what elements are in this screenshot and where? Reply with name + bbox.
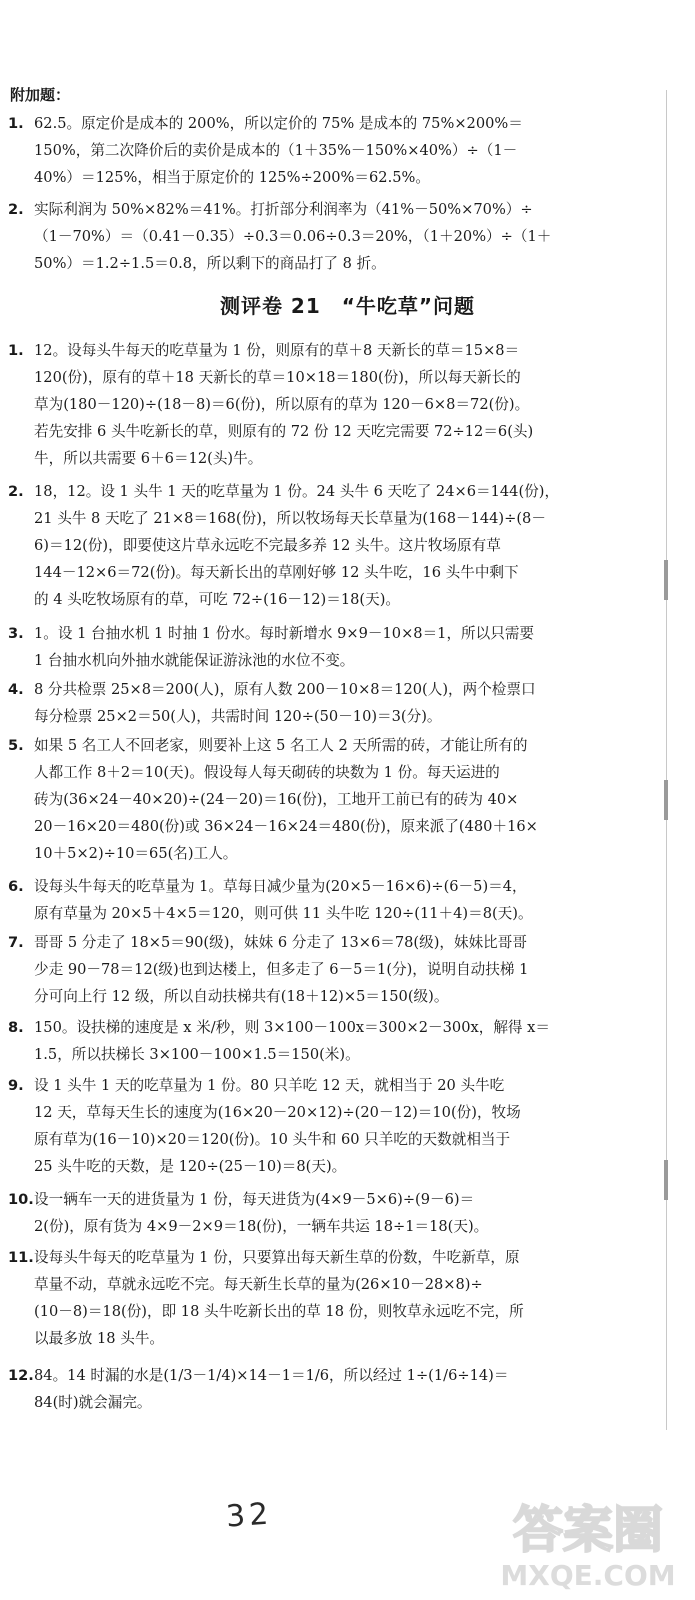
item-number: 8.	[8, 1019, 24, 1036]
item-number: 7.	[8, 934, 24, 951]
question-item-2	[8, 478, 658, 613]
page-edge-mark	[664, 780, 668, 820]
item-number: 1.	[8, 342, 24, 359]
item-text: 1。设 1 台抽水机 1 时抽 1 份水。每时新增水 9×9－10×8＝1，所以只需要 1 台抽水机向外抽水就能保证游泳池的水位不变。	[34, 625, 535, 669]
item-text: 8 分共检票 25×8＝200(人)，原有人数 200－10×8＝120(人)，两个检票口 每分检票 25×2＝50(人)，共需时间 120÷(50－10)＝3(分)。	[34, 681, 536, 725]
item-text: 如果 5 名工人不回老家，则要补上这 5 名工人 2 天所需的砖，才能让所有的 人都工作 8＋2＝10(天)。假设每人每天砌砖的块数为 1 份。每天运进的 砖为(36×24－40×20)÷(24－20)＝16(份)，工地开工前已有的砖为 40× 20－16×20＝480(份)或 36×24－16×24＝480(份)，原来派了(480＋16× 10＋5×2)÷10＝65(名)工人。	[34, 737, 538, 862]
watermark-text: 答案圈	[513, 1501, 663, 1559]
question-item-6	[8, 873, 658, 927]
item-text: 12。设每头牛每天的吃草量为 1 份，则原有的草＋8 天新长的草＝15×8＝ 120(份)，原有的草＋18 天新长的草＝10×18＝180(份)，所以每天新长的 草为(180－120)÷(18－8)＝6(份)，所以原有的草为 120－6×8＝72(份)。 若先安排 6 头牛吃新长的草，则原有的 72 份 12 天吃完需要 72÷12＝6(头) 牛，所以共需要 6＋6＝12(头)牛。	[34, 342, 534, 467]
watermark-logo	[488, 1485, 688, 1595]
item-text: 设一辆车一天的进货量为 1 份，每天进货为(4×9－5×6)÷(9－6)＝ 2(份)，原有货为 4×9－2×9＝18(份)，一辆车共运 18÷1＝18(天)。	[34, 1191, 489, 1235]
item-number: 10.	[8, 1191, 34, 1208]
question-item-7	[8, 929, 658, 1010]
item-number: 9.	[8, 1077, 24, 1094]
appendix-item-2	[8, 196, 658, 277]
question-item-3	[8, 620, 658, 674]
item-number: 2.	[8, 201, 24, 218]
question-item-11	[8, 1244, 658, 1352]
item-number: 11.	[8, 1249, 34, 1266]
question-item-10	[8, 1186, 658, 1240]
item-text: 84。14 时漏的水是(1/3－1/4)×14－1＝1/6，所以经过 1÷(1/6÷14)＝ 84(时)就会漏完。	[34, 1367, 509, 1411]
question-item-9	[8, 1072, 658, 1180]
item-text: 18，12。设 1 头牛 1 天的吃草量为 1 份。24 头牛 6 天吃了 24×6＝144(份)， 21 头牛 8 天吃了 21×8＝168(份)，所以牧场每天长草量为(168－144)÷(8－ 6)＝12(份)，即要使这片草永远吃不完最多养 12 头牛。这片牧场原有草 144－12×6＝72(份)。每天新长出的草刚好够 12 头牛吃，16 头牛中剩下 的 4 头吃牧场原有的草，可吃 72÷(16－12)＝18(天)。	[34, 483, 560, 608]
item-number: 1.	[8, 115, 24, 132]
appendix-item-1	[8, 110, 658, 191]
question-item-8	[8, 1014, 658, 1068]
page-edge-mark	[664, 1160, 668, 1200]
question-item-5	[8, 732, 658, 867]
item-text: 实际利润为 50%×82%＝41%。打折部分利润率为（41%－50%×70%）÷ （1－70%）＝（0.41－0.35）÷0.3＝0.06÷0.3＝20%，（1＋20%）÷（1＋ 50%）＝1.2÷1.5＝0.8，所以剩下的商品打了 8 折。	[34, 201, 552, 272]
item-number: 4.	[8, 681, 24, 698]
handwritten-page-number: 32	[224, 1496, 274, 1535]
section-title: 测评卷 21 “牛吃草”问题	[219, 294, 476, 318]
item-number: 3.	[8, 625, 24, 642]
watermark-domain: MXQE.COM	[500, 1559, 676, 1592]
question-item-12	[8, 1362, 658, 1416]
watermark-logo-icon	[488, 1485, 688, 1595]
item-text: 设每头牛每天的吃草量为 1。草每日减少量为(20×5－16×6)÷(6－5)＝4， 原有草量为 20×5＋4×5＝120，则可供 11 头牛吃 120÷(11＋4)＝8(天)。	[34, 878, 533, 922]
question-item-4	[8, 676, 658, 730]
item-number: 12.	[8, 1367, 34, 1384]
item-text: 设每头牛每天的吃草量为 1 份，只要算出每天新生草的份数，牛吃新草，原 草量不动，草就永远吃不完。每天新生长草的量为(26×10－28×8)÷ (10－8)＝18(份)，即 18 头牛吃新长出的草 18 份，则牧草永远吃不完，所 以最多放 18 头牛。	[34, 1249, 524, 1347]
item-number: 5.	[8, 737, 24, 754]
page-edge-mark	[664, 560, 668, 600]
item-text: 设 1 头牛 1 天的吃草量为 1 份。80 只羊吃 12 天，就相当于 20 头牛吃 12 天，草每天生长的速度为(16×20－20×12)÷(20－12)＝10(份)，牧场 原有草为(16－10)×20＝120(份)。10 头牛和 60 只羊吃的天数就相当于 25 头牛吃的天数，是 120÷(25－10)＝8(天)。	[34, 1077, 521, 1175]
appendix-title: 附加题：	[10, 86, 71, 104]
item-text: 150。设扶梯的速度是 x 米/秒，则 3×100－100x＝300×2－300x，解得 x＝ 1.5，所以扶梯长 3×100－100×1.5＝150(米)。	[34, 1019, 550, 1063]
item-number: 2.	[8, 483, 24, 500]
item-text: 哥哥 5 分走了 18×5＝90(级)，妹妹 6 分走了 13×6＝78(级)，妹妹比哥哥 少走 90－78＝12(级)也到达楼上，但多走了 6－5＝1(分)，说明自动扶梯 1 分可向上行 12 级，所以自动扶梯共有(18＋12)×5＝150(级)。	[34, 934, 529, 1005]
item-text: 62.5。原定价是成本的 200%，所以定价的 75% 是成本的 75%×200%＝ 150%，第二次降价后的卖价是成本的（1＋35%－150%×40%）÷（1－ 40%）＝125%，相当于原定价的 125%÷200%＝62.5%。	[34, 115, 523, 186]
item-number: 6.	[8, 878, 24, 895]
question-item-1	[8, 337, 658, 472]
